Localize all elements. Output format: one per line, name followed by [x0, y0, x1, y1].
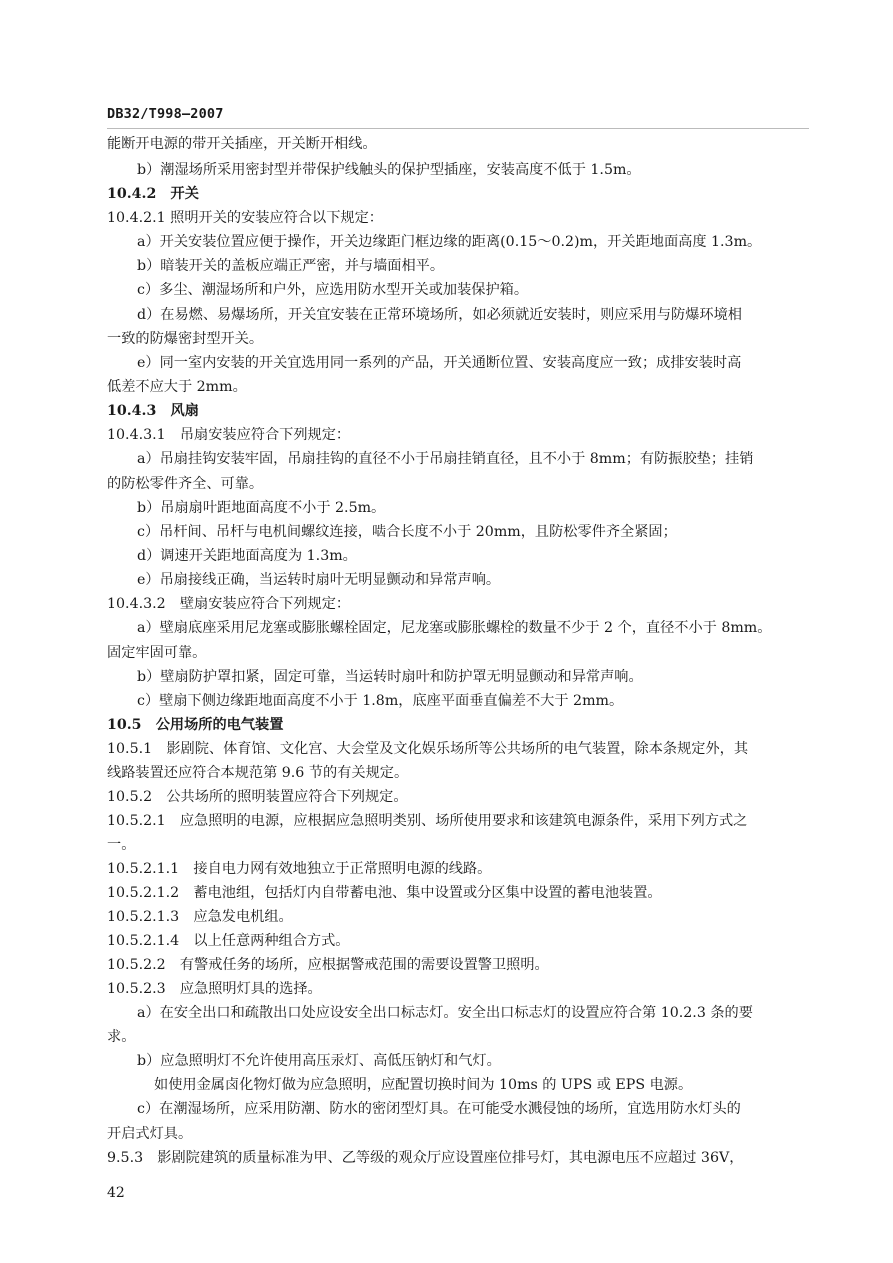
text-line: 10.5.1 影剧院、体育馆、文化宫、大会堂及文化娱乐场所等公共场所的电气装置，除本条规定外，其 [107, 741, 749, 757]
text-line: c）多尘、潮湿场所和户外，应选用防水型开关或加装保护箱。 [137, 282, 529, 298]
text-line: a）开关安装位置应便于操作，开关边缘距门框边缘的距离(0.15～0.2)m，开关距地面高度 1.3m。 [137, 234, 762, 250]
text-line: 低差不应大于 2mm。 [107, 379, 247, 395]
header-rule [107, 128, 809, 129]
text-line: 一。 [107, 837, 136, 853]
section-heading: 10.5 公用场所的电气装置 [107, 717, 284, 733]
text-line: a）在安全出口和疏散出口处应设安全出口标志灯。安全出口标志灯的设置应符合第 10.2.3 条的要 [137, 1005, 753, 1021]
text-line: c）在潮湿场所，应采用防潮、防水的密闭型灯具。在可能受水溅侵蚀的场所，宜选用防水灯头的 [137, 1101, 741, 1117]
text-line: 10.5.2.3 应急照明灯具的选择。 [107, 981, 322, 997]
text-line: a）吊扇挂钩安装牢固，吊扇挂钩的直径不小于吊扇挂销直径，且不小于 8mm；有防振胶垫；挂销 [137, 451, 754, 467]
text-line: 线路装置还应符合本规范第 9.6 节的有关规定。 [107, 765, 409, 781]
text-line: 10.5.2.1 应急照明的电源，应根据应急照明类别、场所使用要求和该建筑电源条件，采用下列方式之 [107, 813, 748, 829]
text-line: 10.5.2.1.4 以上任意两种组合方式。 [107, 933, 350, 949]
text-line: 10.4.2.1 照明开关的安装应符合以下规定： [107, 210, 383, 226]
text-line: d）调速开关距地面高度为 1.3m。 [137, 548, 357, 564]
text-line: e）吊扇接线正确，当运转时扇叶无明显颤动和异常声响。 [137, 572, 501, 588]
text-line: d）在易燃、易爆场所，开关宜安装在正常环境场所，如必须就近安装时，则应采用与防爆环境相 [137, 307, 742, 323]
text-line: 一致的防爆密封型开关。 [107, 331, 264, 347]
text-line: c）吊杆间、吊杆与电机间螺纹连接，啮合长度不小于 20mm，且防松零件齐全紧固； [137, 524, 677, 540]
text-line: e）同一室内安装的开关宜选用同一系列的产品，开关通断位置、安装高度应一致；成排安装时高 [137, 355, 742, 371]
text-line: 开启式灯具。 [107, 1126, 193, 1142]
text-line: b）吊扇扇叶距地面高度不小于 2.5m。 [137, 500, 386, 516]
text-line: 10.5.2.2 有警戒任务的场所，应根据警戒范围的需要设置警卫照明。 [107, 957, 549, 973]
text-line: 能断开电源的带开关插座，开关断开相线。 [107, 136, 377, 152]
text-line: b）暗装开关的盖板应端正严密，并与墙面相平。 [137, 258, 445, 274]
section-heading: 10.4.2 开关 [107, 186, 199, 202]
text-line: 如使用金属卤化物灯做为应急照明，应配置切换时间为 10ms 的 UPS 或 EPS 电源。 [154, 1077, 693, 1093]
text-line: 9.5.3 影剧院建筑的质量标准为甲、乙等级的观众厅应设置座位排号灯，其电源电压不应超过 36V， [107, 1150, 744, 1166]
document-code: DB32/T998—2007 [107, 106, 224, 122]
text-line: 的防松零件齐全、可靠。 [107, 476, 264, 492]
text-line: 10.4.3.2 壁扇安装应符合下列规定： [107, 596, 351, 612]
text-line: 10.4.3.1 吊扇安装应符合下列规定： [107, 427, 351, 443]
text-line: b）潮湿场所采用密封型并带保护线触头的保护型插座，安装高度不低于 1.5m。 [137, 162, 641, 178]
text-line: b）应急照明灯不允许使用高压汞灯、高低压钠灯和气灯。 [137, 1053, 501, 1069]
section-heading: 10.4.3 风扇 [107, 403, 199, 419]
text-line: 10.5.2.1.1 接自电力网有效地独立于正常照明电源的线路。 [107, 861, 492, 877]
text-line: 求。 [107, 1029, 136, 1045]
text-line: 10.5.2.1.3 应急发电机组。 [107, 909, 293, 925]
page-number: 42 [107, 1185, 125, 1201]
text-line: c）壁扇下侧边缘距地面高度不小于 1.8m，底座平面垂直偏差不大于 2mm。 [137, 693, 624, 709]
text-line: a）壁扇底座采用尼龙塞或膨胀螺栓固定，尼龙塞或膨胀螺栓的数量不少于 2 个，直径不小于 8mm。 [137, 620, 772, 636]
text-line: 10.5.2 公共场所的照明装置应符合下列规定。 [107, 789, 408, 805]
text-line: b）壁扇防护罩扣紧，固定可靠，当运转时扇叶和防护罩无明显颤动和异常声响。 [137, 669, 643, 685]
text-line: 10.5.2.1.2 蓄电池组，包括灯内自带蓄电池、集中设置或分区集中设置的蓄电池装置。 [107, 885, 662, 901]
text-line: 固定牢固可靠。 [107, 645, 207, 661]
